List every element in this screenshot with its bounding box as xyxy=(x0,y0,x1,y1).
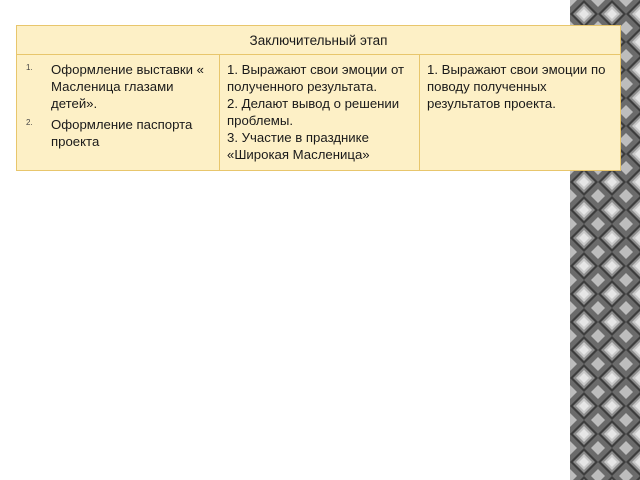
list-marker: 1. xyxy=(26,63,33,72)
stage-table xyxy=(16,25,621,171)
text-line: 1. Выражают свои эмоции от полученного результата. xyxy=(227,62,405,94)
list-item xyxy=(24,116,212,150)
cell-student-actions xyxy=(220,55,420,171)
cell-activities xyxy=(17,55,220,171)
list-item-text: Оформление выставки « Масленица глазами детей». xyxy=(51,62,204,111)
text-line: 1. Выражают свои эмоции по поводу полученных результатов проекта. xyxy=(427,62,606,111)
list-item xyxy=(24,61,212,112)
text-line: 3. Участие в празднике «Широкая Масленица» xyxy=(227,130,370,162)
stage-title: Заключительный этап xyxy=(17,26,621,55)
text-line: 2. Делают вывод о решении проблемы. xyxy=(227,96,400,128)
list-marker: 2. xyxy=(26,118,33,127)
table-header-row xyxy=(17,26,621,55)
table-row xyxy=(17,55,621,171)
list-item-text: Оформление паспорта проекта xyxy=(51,117,193,149)
cell-parent-actions xyxy=(420,55,621,171)
activities-list xyxy=(24,61,212,150)
